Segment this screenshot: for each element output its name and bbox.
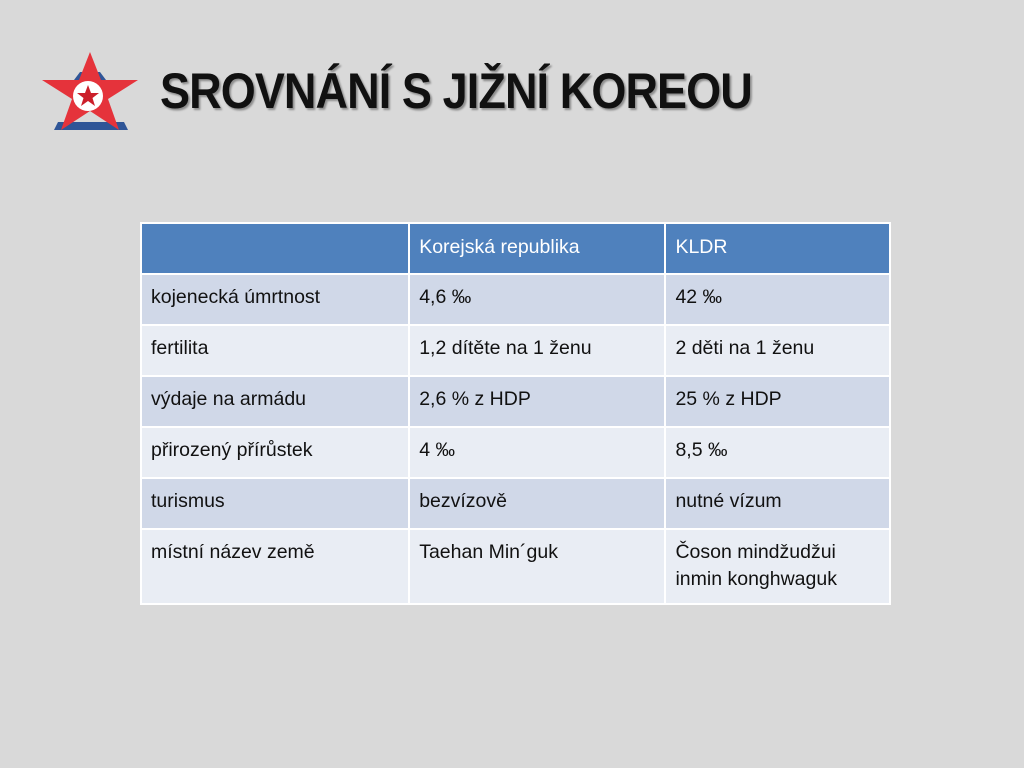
cell-north-korea: 42 ‰ (665, 274, 890, 325)
cell-south-korea: 2,6 % z HDP (409, 376, 665, 427)
slide-title: SROVNÁNÍ S JIŽNÍ KOREOU (160, 63, 752, 119)
cell-north-korea: nutné vízum (665, 478, 890, 529)
cell-south-korea: 1,2 dítěte na 1 ženu (409, 325, 665, 376)
table-row (141, 478, 890, 529)
cell-south-korea: bezvízově (409, 478, 665, 529)
cell-north-korea: 2 děti na 1 ženu (665, 325, 890, 376)
row-label: fertilita (141, 325, 409, 376)
table-row (141, 325, 890, 376)
row-label: místní název země (141, 529, 409, 604)
cell-north-korea: Čoson mindžudžui inmin konghwaguk (665, 529, 890, 604)
table-header-north-korea: KLDR (665, 223, 890, 274)
cell-north-korea: 8,5 ‰ (665, 427, 890, 478)
cell-south-korea: Taehan Min´guk (409, 529, 665, 604)
row-label: turismus (141, 478, 409, 529)
table-header-corner (141, 223, 409, 274)
cell-north-korea: 25 % z HDP (665, 376, 890, 427)
table-row (141, 427, 890, 478)
row-label: kojenecká úmrtnost (141, 274, 409, 325)
cell-south-korea: 4,6 ‰ (409, 274, 665, 325)
comparison-table (140, 222, 891, 605)
table-header-south-korea: Korejská republika (409, 223, 665, 274)
table-row (141, 376, 890, 427)
north-korea-star-emblem-icon (34, 50, 146, 134)
table-header-row (141, 223, 890, 274)
row-label: přirozený přírůstek (141, 427, 409, 478)
table-row (141, 274, 890, 325)
row-label: výdaje na armádu (141, 376, 409, 427)
cell-south-korea: 4 ‰ (409, 427, 665, 478)
table-row (141, 529, 890, 604)
